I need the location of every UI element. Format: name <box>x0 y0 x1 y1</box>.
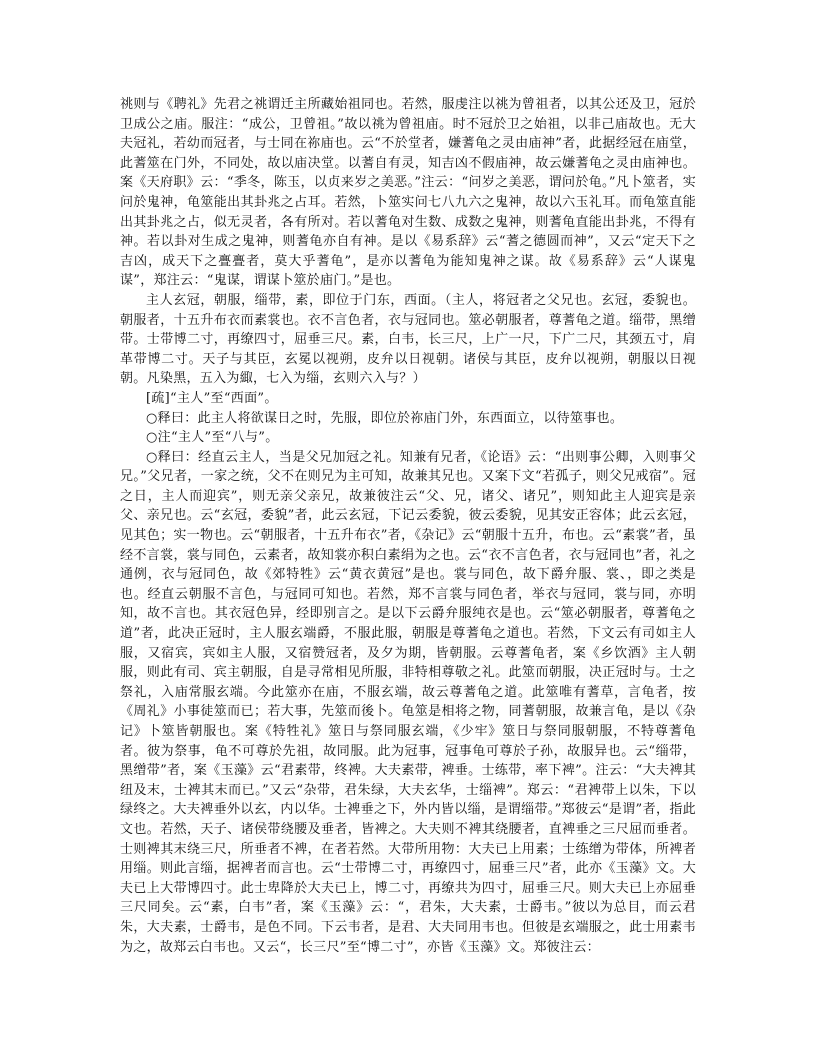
paragraph-commentary-1: 祧则与《聘礼》先君之祧谓迁主所藏始祖同也。若然，服虔注以祧为曾祖者，以其公还及卫，冠於卫成公之庙。服注：“成公，卫曾祖。”故以祧为曾祖庙。时不冠於卫之始祖，以非己庙故也。无大夫冠礼，若幼而冠者，与士同在祢庙也。云“不於堂者，嫌蓍龟之灵由庙神”者，此据经冠在庙堂，此蓍筮在门外，不同处，故以庙决堂。以蓍自有灵，知吉凶不假庙神，故云嫌蓍龟之灵由庙神也。案《天府职》云：“季冬，陈玉，以贞来岁之美恶。”注云：“问岁之美恶，谓问於龟。”凡卜筮者，实问於鬼神，龟筮能出其卦兆之占耳。若然，卜筮实问七八九六之鬼神，故以六玉礼耳。而龟筮直能出其卦兆之占，似无灵者，各有所对。若以蓍龟对生数、成数之鬼神，则蓍龟直能出卦兆，不得有神。若以卦对生成之鬼神，则蓍龟亦自有神。是以《易系辞》云“蓍之德圆而神”，又云“定天下之吉凶，成天下之亹亹者，莫大乎蓍龟”，是亦以蓍龟为能知鬼神之谋。故《易系辞》云“人谋鬼谋”，郑注云：“鬼谋，谓谋卜筮於庙门。”是也。 <box>120 97 696 289</box>
body-text <box>120 95 696 957</box>
paragraph-zhu-heading: ○注“主人”至“八与”。 <box>146 430 279 446</box>
paragraph-shu-heading: [疏]“主人”至“西面”。 <box>146 390 278 406</box>
paragraph-shiyue-2: ○释曰：经直云主人，当是父兄加冠之礼。知兼有兄者，《论语》云：“出则事公卿，入则事父兄。”父兄者，一家之统，父不在则兄为主可知，故兼其兄也。又案下文“若孤子，则父兄戒宿”。冠之日，主人而迎宾”，则无亲父亲兄，故兼彼注云“父、兄，诸父、诸兄”，则知此主人迎宾是亲父、亲兄也。云“玄冠，委貌”者，此云玄冠，下记云委貌，彼云委貌，见其安正容体；此云玄冠，见其色；实一物也。云“朝服者，十五升布衣”者，《杂记》云“朝服十五升，布也。云“素裳”者，虽经不言裳，裳与同色，云素者，故知裳亦积白素绢为之也。云“衣不言色者，衣与冠同也”者，礼之通例，衣与冠同色，故《郊特牲》云“黄衣黄冠”是也。裳与同色，故下爵弁服、裳、，即之类是也。经直云朝服不言色，与冠同可知也。若然，郑不言裳与同色者，举衣与冠同，裳与同，亦明知，故不言也。其衣冠色异，经即别言之。是以下云爵弁服纯衣是也。云“筮必朝服者，尊蓍龟之道”者，此决正冠时，主人服玄端爵，不服此服，朝服是尊蓍龟之道也。若然，下文云有司如主人服，又宿宾，宾如主人服，又宿赞冠者，及夕为期，皆朝服。云尊蓍龟者，案《乡饮酒》主人朝服，则此有司、宾主朝服，自是寻常相见所服，非特相尊敬之礼。此筮而朝服，决正冠时与。士之祭礼，入庙常服玄端。今此筮亦在庙，不服玄端，故云尊蓍龟之道。此筮唯有蓍草，言龟者，按《周礼》小事徒筮而已；若大事，先筮而後卜。龟筮是相将之物，同蓍朝服，故兼言龟，是以《杂记》卜筮皆朝服也。案《特牲礼》筮日与祭同服玄端，《少牢》筮日与祭同服朝服，不特尊蓍龟者。彼为祭事，龟不可尊於先祖，故同服。此为冠事，冠事龟可尊於子孙，故服异也。云“缁带，黑缯带”者，案《玉藻》云“君素带，终裨。大夫素带，裨垂。士练带，率下裨”。注云：“大夫裨其纽及末，士裨其末而已。”又云“杂带，君朱绿，大夫玄华，士缁裨”。郑云：“君裨带上以朱，下以绿终之。大夫裨垂外以玄，内以华。士裨垂之下，外内皆以缁，是谓缁带。”郑彼云“是谓”者，指此文也。若然，天子、诸侯带绕腰及垂者，皆裨之。大夫则不裨其绕腰者，直裨垂之三尺屈而垂者。士则裨其末绕三尺，所垂者不裨，在者若然。大带所用物：大夫已上用素；士练缯为带体，所裨者用缁。则此言缁，据裨者而言也。云“士带博二寸，再缭四寸，屈垂三尺”者，此亦《玉藻》文。大夫已上大带博四寸。此士卑降於大夫已上，博二寸，再缭共为四寸，屈垂三尺。则大夫已上亦屈垂三尺同矣。云“素，白韦”者，案《玉藻》云：“，君朱，大夫素，士爵韦。”彼以为总目，而云君朱，大夫素，士爵韦，是色不同。下云韦者，是君、大夫同用韦也。但彼是玄端服之，此士用素韦为之，故郑云白韦也。又云“，长三尺”至“博二寸”，亦皆《玉藻》文。郑彼注云： <box>120 449 696 955</box>
paragraph-classic-text: 主人玄冠，朝服，缁带，素，即位于门东，西面。（主人，将冠者之父兄也。玄冠，委貌也。朝服者，十五升布衣而素裳也。衣不言色者，衣与冠同也。筮必朝服者，尊蓍龟之道。缁带，黑缯带。士带博二寸，再缭四寸，屈垂三尺。素，白韦，长三尺，上广一尺，下广二尺，其颈五寸，肩革带博二寸。天子与其臣，玄冕以视朔，皮弁以日视朝。诸侯与其臣，皮弁以视朔，朝服以日视朝。凡染黑，五入为緅，七入为缁，玄则六入与？） <box>120 292 696 387</box>
paragraph-shiyue-1: ○释曰：此主人将欲谋日之时，先服，即位於祢庙门外，东西面立，以待筮事也。 <box>146 410 624 426</box>
